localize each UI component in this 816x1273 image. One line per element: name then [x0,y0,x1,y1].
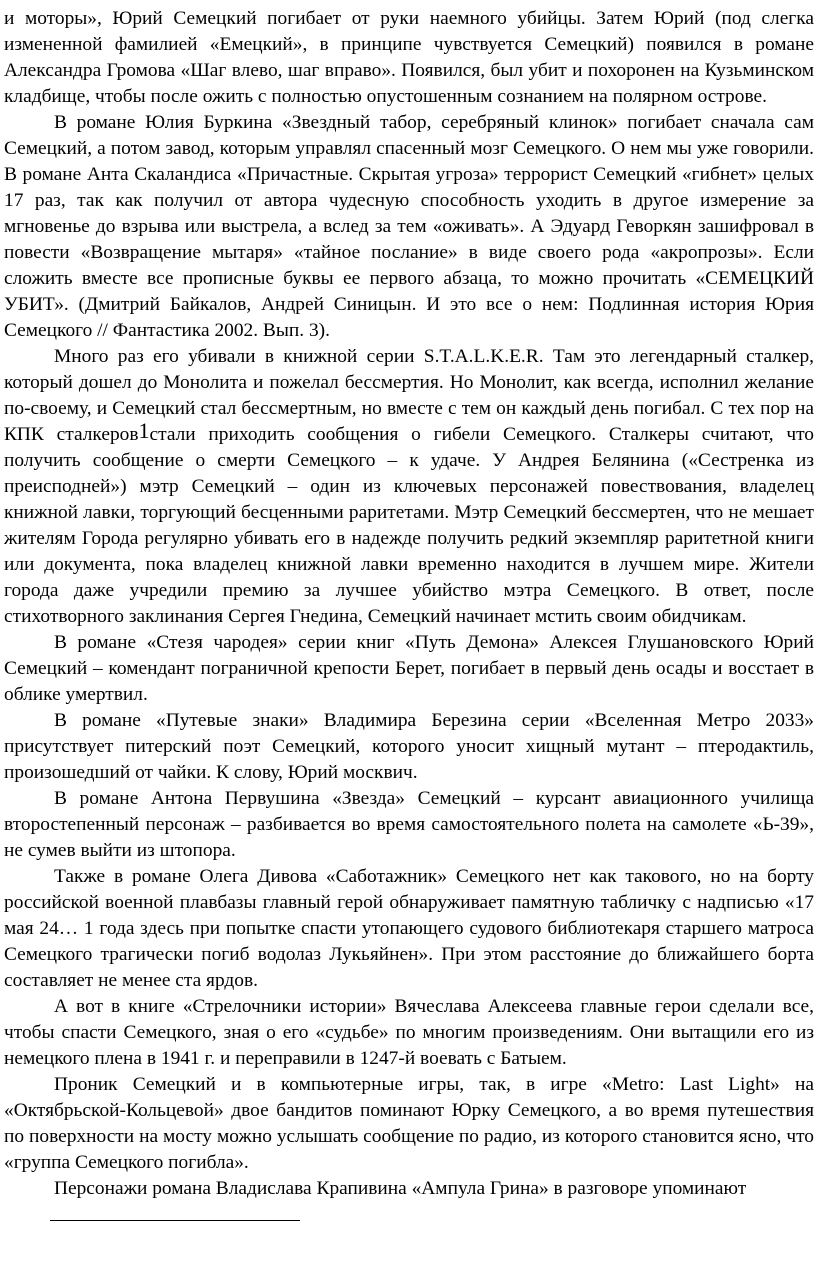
paragraph-8: А вот в книге «Стрелочники истории» Вячеслава Алексеева главные герои сделали все, чтобы спасти Семецкого, зная о его «судьбе» по многим произведениям. Они вытащили его из немецкого плена в 1941 г. и переправили в 1247-й воевать с Батыем. [4,996,814,1069]
body-text [4,6,814,1202]
paragraph-7: Также в романе Олега Дивова «Саботажник» Семецкого нет как такового, но на борту российской военной плавбазы главный герой обнаруживает памятную табличку с надписью «17 мая 24… 1 года здесь при попытке спасти утопающего судового библиотекаря старшего матроса Семецкого трагически погиб водолаз Лукьяйнен». При этом расстояние до ближайшего борта составляет не менее ста ярдов. [4,866,814,991]
paragraph-9: Проник Семецкий и в компьютерные игры, так, в игре «Metro: Last Light» на «Октябрьской-Кольцевой» двое бандитов поминают Юрку Семецкого, а во время путешествия по поверхности на мосту можно услышать сообщение по радио, из которого становится ясно, что «группа Семецкого погибла». [4,1074,814,1173]
paragraph-3-text-before: Много раз его убивали в книжной серии S.T.A.L.K.E.R. Там это легендарный сталкер, который дошел до Монолита и пожелал бессмертия. Но Монолит, как всегда, исполнил желание по-своему, и Семецкий стал бессмертным, но вместе с тем он каждый день погибал. С тех пор на КПК сталкеров [4,346,814,445]
paragraph-6: В романе Антона Первушина «Звезда» Семецкий – курсант авиационного училища второстепенный персонаж – разбивается во время самостоятельного полета на самолете «Ь-39», не сумев выйти из штопора. [4,788,814,861]
paragraph-3 [4,344,814,630]
footnote-reference[interactable]: 1 [138,418,150,443]
paragraph-3-text-after: стали приходить сообщения о гибели Семецкого. Сталкеры считают, что получить сообщение о смерти Семецкого – к удаче. У Андрея Белянина («Сестренка из преисподней») мэтр Семецкий – один из ключевых персонажей повествования, владелец книжной лавки, торгующий бесценными раритетами. Мэтр Семецкий бессмертен, что не мешает жителям Города регулярно убивать его в надежде получить редкий экземпляр раритетной книги или документа, пока владелец книжной лавки временно находится в лучшем мире. Жители города даже учредили премию за лучшее убийство мэтра Семецкого. В ответ, после стихотворного заклинания Сергея Гнедина, Семецкий начинает мстить своим обидчикам. [4,424,814,627]
paragraph-1: и моторы», Юрий Семецкий погибает от руки наемного убийцы. Затем Юрий (под слегка измененной фамилией «Емецкий», в принципе чувствуется Семецкий) появился в романе Александра Громова «Шаг влево, шаг вправо». Появился, был убит и похоронен на Кузьминском кладбище, чтобы после ожить с полностью опустошенным сознанием на полярном острове. [4,8,814,107]
paragraph-5: В романе «Путевые знаки» Владимира Березина серии «Вселенная Метро 2033» присутствует питерский поэт Семецкий, которого уносит хищный мутант – птеродактиль, произошедший от чайки. К слову, Юрий москвич. [4,710,814,783]
paragraph-2: В романе Юлия Буркина «Звездный табор, серебряный клинок» погибает сначала сам Семецкий, а потом завод, которым управлял спасенный мозг Семецкого. О нем мы уже говорили. В романе Анта Скаландиса «Причастные. Скрытая угроза» террорист Семецкий «гибнет» целых 17 раз, так как получил от автора чудесную способность уходить в другое измерение за мгновенье до взрыва или выстрела, а вслед за тем «оживать». А Эдуард Геворкян зашифровал в повести «Возвращение мытаря» «тайное послание» в виде своего рода «акропрозы». Если сложить вместе все прописные буквы ее первого абзаца, то можно прочитать «СЕМЕЦКИЙ УБИТ». (Дмитрий Байкалов, Андрей Синицын. И это все о нем: Подлинная история Юрия Семецкого // Фантастика 2002. Вып. 3). [4,112,814,341]
footnote-separator [50,1220,300,1221]
paragraph-4: В романе «Стезя чародея» серии книг «Путь Демона» Алексея Глушановского Юрий Семецкий – комендант пограничной крепости Берет, погибает в первый день осады и восстает в облике умертвил. [4,632,814,705]
paragraph-10: Персонажи романа Владислава Крапивина «Ампула Грина» в разговоре упоминают [54,1178,747,1199]
